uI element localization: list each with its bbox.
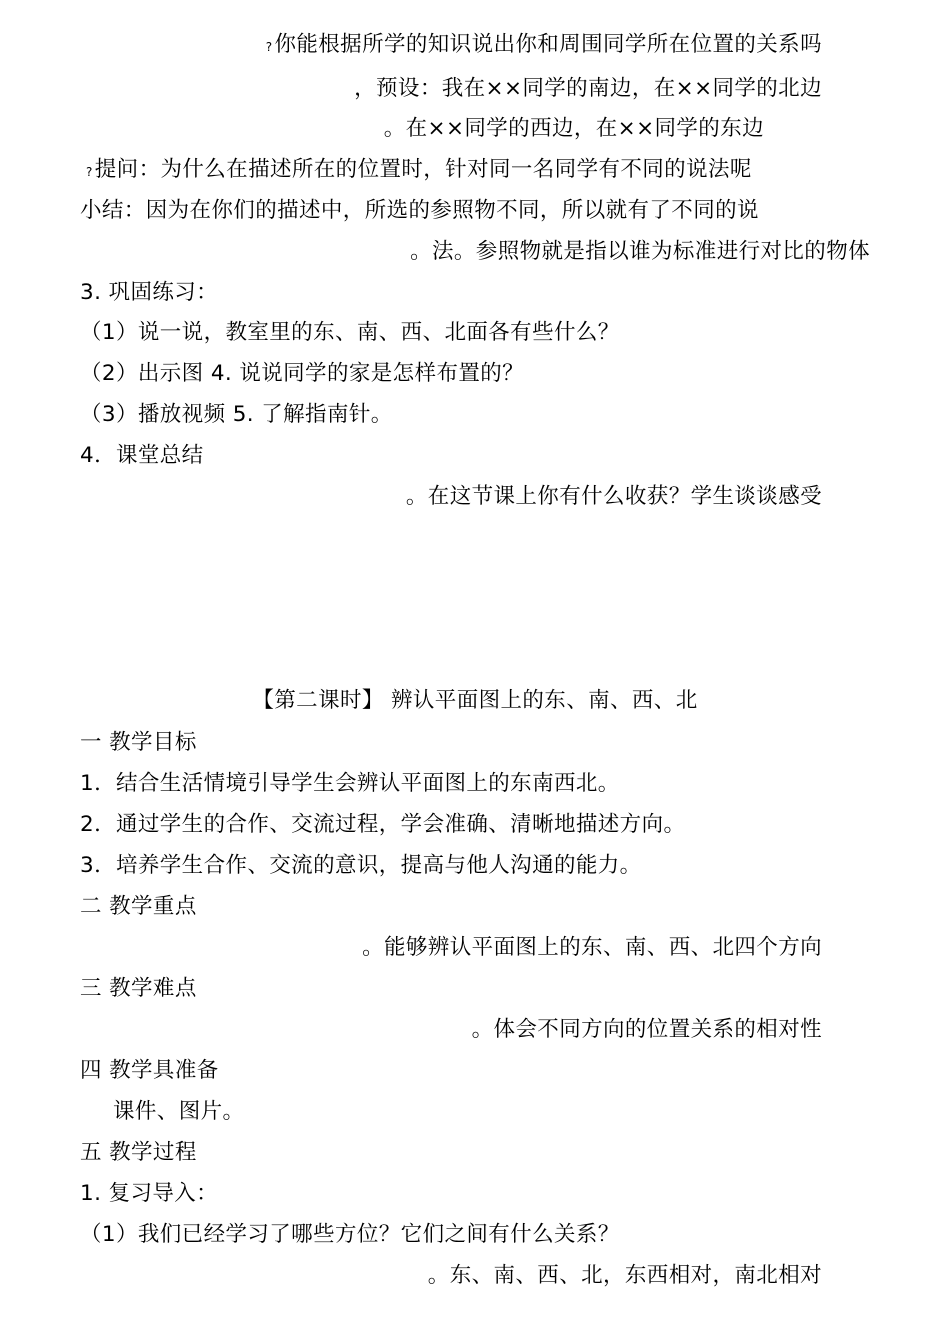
text-line: 。在××同学的西边，在××同学的东边 xyxy=(383,116,764,141)
text-line: 。在这节课上你有什么收获？学生谈谈感受 xyxy=(405,484,822,509)
section-heading: 4．课堂总结 xyxy=(80,443,204,468)
text-line: 。体会不同方向的位置关系的相对性 xyxy=(471,1017,822,1042)
section-heading: 1. 复习导入： xyxy=(80,1181,219,1206)
section-heading: 3. 巩固练习： xyxy=(80,280,219,305)
question-mark: ? xyxy=(86,165,93,179)
list-item: 3．培养学生合作、交流的意识，提高与他人沟通的能力。 xyxy=(80,853,642,878)
lesson-title: 【第二课时】 辨认平面图上的东、南、西、北 xyxy=(252,688,698,713)
section-heading: 一 教学目标 xyxy=(80,730,197,755)
text-line: ，预设：我在××同学的南边，在××同学的北边 xyxy=(354,76,822,101)
text-line: 小结：因为在你们的描述中，所选的参照物不同，所以就有了不同的说 xyxy=(80,198,759,223)
text-line: ?你能根据所学的知识说出你和周围同学所在位置的关系吗 xyxy=(265,32,822,57)
text-line: 。东、南、西、北，东西相对，南北相对 xyxy=(427,1263,822,1288)
section-heading: 四 教学具准备 xyxy=(80,1058,219,1083)
list-item: （2）出示图 4. 说说同学的家是怎样布置的？ xyxy=(80,361,525,386)
list-item: （1）我们已经学习了哪些方位？它们之间有什么关系？ xyxy=(80,1222,620,1247)
text-line: 课件、图片。 xyxy=(113,1099,245,1124)
list-item: （3）播放视频 5. 了解指南针。 xyxy=(80,402,393,427)
text-line: ?提问：为什么在描述所在的位置时，针对同一名同学有不同的说法呢 xyxy=(86,157,752,182)
list-item: （1）说一说，教室里的东、南、西、北面各有些什么？ xyxy=(80,320,620,345)
section-heading: 五 教学过程 xyxy=(80,1140,197,1165)
list-item: 1．结合生活情境引导学生会辨认平面图上的东南西北。 xyxy=(80,771,620,796)
section-heading: 三 教学难点 xyxy=(80,976,197,1001)
question-mark: ? xyxy=(265,40,273,54)
text-line: 。法。参照物就是指以谁为标准进行对比的物体 xyxy=(410,239,870,264)
text-line: 。能够辨认平面图上的东、南、西、北四个方向 xyxy=(362,935,822,960)
section-heading: 二 教学重点 xyxy=(80,894,197,919)
list-item: 2．通过学生的合作、交流过程，学会准确、清晰地描述方向。 xyxy=(80,812,686,837)
